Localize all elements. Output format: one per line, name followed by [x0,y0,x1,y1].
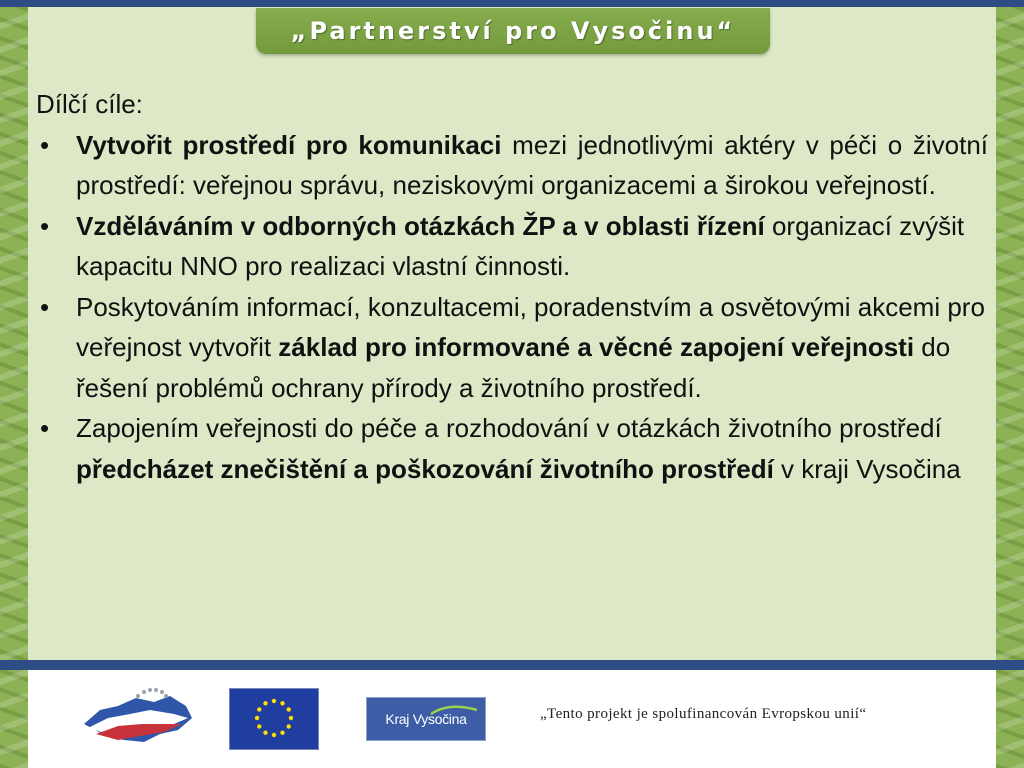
section-heading: Dílčí cíle: [36,89,143,119]
goal-emphasis: Vytvořit prostředí pro komunikaci [76,129,502,160]
eu-flag-icon [229,688,319,750]
goal-emphasis: Vzděláváním v odborných otázkách ŽP a v oblasti řízení [76,210,765,241]
goal-item [36,287,988,409]
goal-item [36,206,988,287]
slide-body [36,84,988,489]
goal-item [36,408,988,489]
eu-funding-note: „Tento projekt je spolufinancován Evropskou unií“ [540,706,867,722]
goal-text: mezi jednotlivými aktéry v péči o životní prostředí: veřejnou správu, neziskovými organizacemi a širokou veřejností. [76,129,989,200]
goal-emphasis: základ pro informované a věcné zapojení veřejnosti [278,332,915,362]
left-leaf-border [0,0,28,768]
goal-text: v kraji Vysočina [773,453,961,484]
czech-map-logo-icon [78,684,198,750]
goal-text: Poskytováním informací, konzultacemi, poradenstvím a osvětovými akcemi pro veřejnost vytvořit [76,291,985,362]
goal-item [36,125,988,206]
bottom-rule [0,660,1024,670]
goal-emphasis: předcházet znečištění a poškozování životního prostředí [76,453,774,484]
goals-list [36,125,988,490]
title-banner [256,8,770,54]
kraj-logo-text: Kraj Vysočina [385,711,467,727]
goal-text: organizací zvýšit kapacitu NNO pro realizaci vlastní činnosti. [76,210,965,281]
goal-text: do řešení problémů ochrany přírody a životního prostředí. [76,332,951,403]
banner-title: „Partnerství pro Vysočinu“ [290,17,736,45]
kraj-vysocina-logo-icon [366,697,486,741]
goal-text: Zapojením veřejnosti do péče a rozhodování v otázkách životního prostředí [76,413,942,443]
top-rule [0,0,1024,7]
right-leaf-border [996,0,1024,768]
